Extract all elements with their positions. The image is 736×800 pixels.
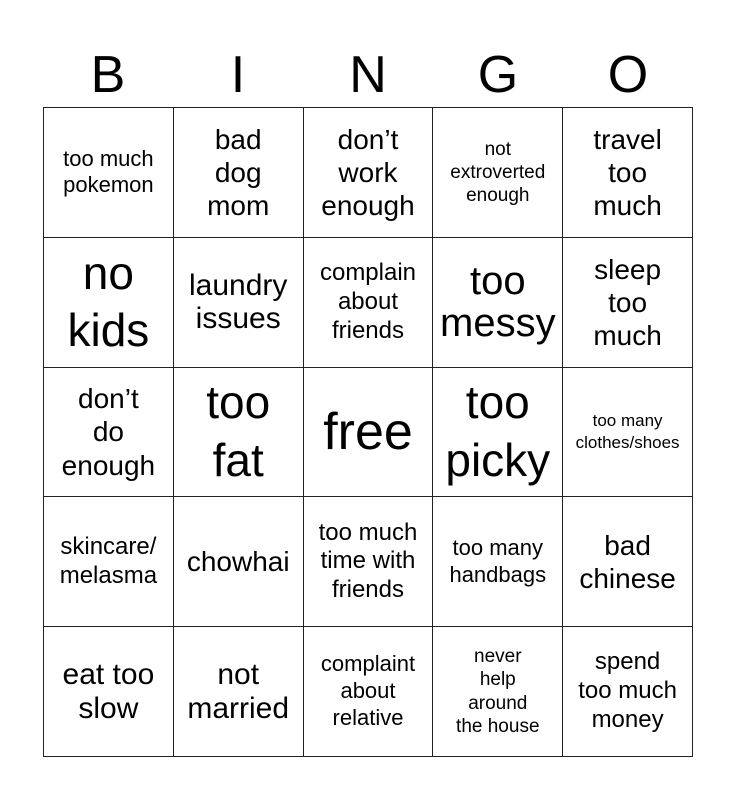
cell-text: too many handbags <box>449 534 547 587</box>
header-letter-n: N <box>349 46 387 104</box>
cell-text: too fat <box>206 376 271 486</box>
bingo-cell-r5-c2[interactable] <box>174 627 304 757</box>
cell-text: too messy <box>440 259 556 346</box>
cell-text: too much time with friends <box>318 518 418 604</box>
cell-text: too picky <box>445 376 551 486</box>
bingo-cell-r3-c4[interactable] <box>433 368 563 498</box>
cell-text: sleep too much <box>593 253 662 351</box>
bingo-cell-r4-c5[interactable] <box>563 497 693 627</box>
header-letter-g: G <box>477 46 519 104</box>
bingo-cell-r1-c3[interactable] <box>304 108 434 238</box>
bingo-cell-r2-c5[interactable] <box>563 238 693 368</box>
cell-text: not extroverted enough <box>450 138 546 206</box>
bingo-grid <box>43 107 693 757</box>
cell-text: eat too slow <box>62 658 155 725</box>
bingo-cell-r3-c5[interactable] <box>563 368 693 498</box>
bingo-header <box>43 40 693 110</box>
cell-text: chowhai <box>186 546 290 578</box>
bingo-cell-r5-c4[interactable] <box>433 627 563 757</box>
bingo-cell-r5-c3[interactable] <box>304 627 434 757</box>
bingo-cell-r3-c2[interactable] <box>174 368 304 498</box>
cell-text: complaint about relative <box>320 651 416 730</box>
header-letter-b: B <box>90 46 126 104</box>
cell-text: travel too much <box>593 123 662 221</box>
bingo-cell-r2-c4[interactable] <box>433 238 563 368</box>
cell-text: not married <box>187 658 290 725</box>
cell-text: too much pokemon <box>63 145 154 198</box>
cell-text: no kids <box>67 246 150 357</box>
bingo-cell-r3-c3[interactable] <box>304 368 434 498</box>
header-letter-i: I <box>230 46 246 104</box>
bingo-cell-r2-c2[interactable] <box>174 238 304 368</box>
bingo-cell-r5-c1[interactable] <box>44 627 174 757</box>
cell-text: laundry issues <box>188 268 288 336</box>
cell-text: skincare/ melasma <box>59 532 158 589</box>
bingo-cell-r1-c1[interactable] <box>44 108 174 238</box>
bingo-cell-r2-c3[interactable] <box>304 238 434 368</box>
bingo-cell-r1-c5[interactable] <box>563 108 693 238</box>
cell-text: don’t work enough <box>321 123 415 221</box>
bingo-cell-r4-c2[interactable] <box>174 497 304 627</box>
bingo-cell-r4-c3[interactable] <box>304 497 434 627</box>
bingo-cell-r5-c5[interactable] <box>563 627 693 757</box>
bingo-cell-r4-c4[interactable] <box>433 497 563 627</box>
header-letter-o: O <box>607 46 649 104</box>
bingo-cell-r1-c2[interactable] <box>174 108 304 238</box>
bingo-cell-r4-c1[interactable] <box>44 497 174 627</box>
bingo-cell-r3-c1[interactable] <box>44 368 174 498</box>
cell-text: spend too much money <box>578 648 677 733</box>
cell-text: never help around the house <box>456 646 540 737</box>
cell-text: don’t do enough <box>61 383 156 481</box>
cell-text: bad chinese <box>579 529 676 594</box>
cell-text: complain about friends <box>319 259 417 344</box>
cell-text: bad dog mom <box>207 123 270 221</box>
bingo-cell-r1-c4[interactable] <box>433 108 563 238</box>
bingo-cell-r2-c1[interactable] <box>44 238 174 368</box>
cell-text: free <box>323 402 413 461</box>
cell-text: too many clothes/shoes <box>575 411 680 452</box>
